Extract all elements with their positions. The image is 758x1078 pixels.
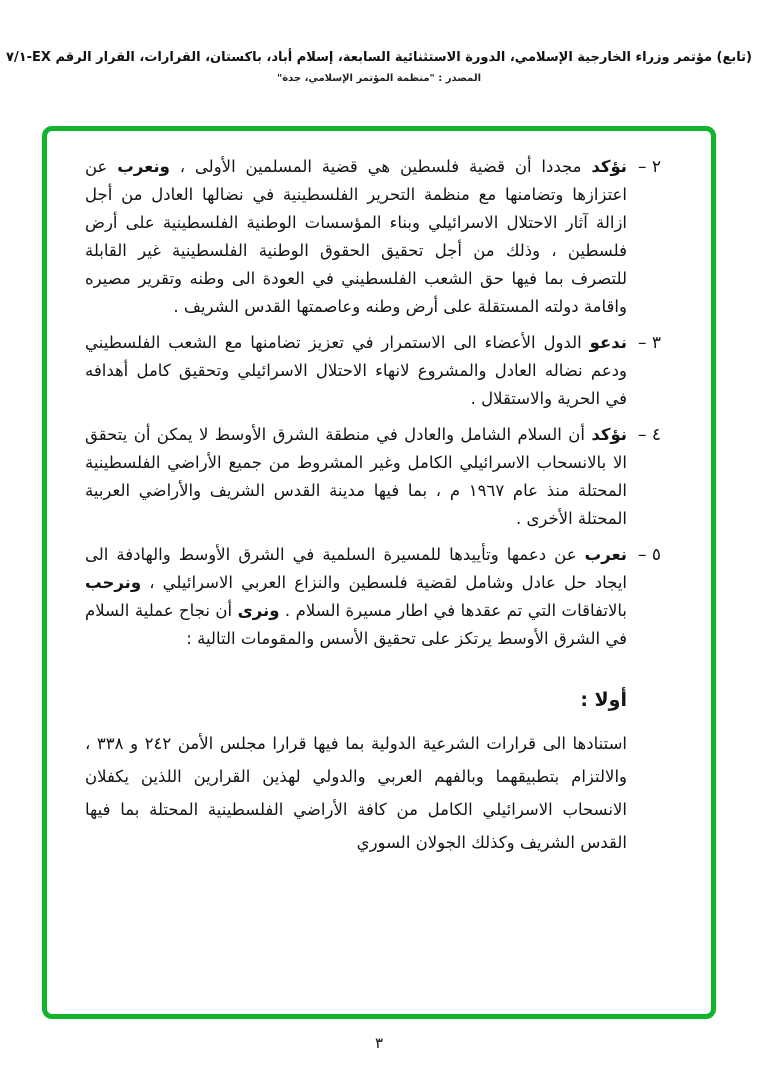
item-number: ٣ –: [637, 333, 661, 353]
section-paragraph: استنادها الى قرارات الشرعية الدولية بما فيها قرارا مجلس الأمن ٢٤٢ و ٣٣٨ ، والالتزام بتطبيقهما وبالفهم العربي والدولي لهذين القرارين اللذين يكفلان الانسحاب الاسرائيلي الكامل من كافة الأراضي الفلسطينية المحتلة بما فيها القدس الشريف وكذلك الجولان السوري: [85, 734, 628, 852]
item-text: نؤكد أن السلام الشامل والعادل في منطقة الشرق الأوسط لا يمكن أن يتحقق الا بالانسحاب الاسرائيلي الكامل وغير المشروط من جميع الأراضي الفلسطينية المحتلة منذ عام ١٩٦٧ م ، بما فيها مدينة القدس الشريف والأراضي العربية المحتلة الأخرى .: [85, 425, 628, 528]
header-title: (تابع) مؤتمر وزراء الخارجية الإسلامي، الدورة الاستثنائية السابعة، إسلام أباد، باكستان، القرارات، القرار الرقم EX-٧/١: [6, 50, 752, 65]
list-item: [85, 153, 661, 321]
item-text: نعرب عن دعمها وتأييدها للمسيرة السلمية في الشرق الأوسط والهادفة الى ايجاد حل عادل وشامل لقضية فلسطين والنزاع العربي الاسرائيلي ، ونرحب بالاتفاقات التي تم عقدها في اطار مسيرة السلام . ونرى أن نجاح عملية السلام في الشرق الأوسط يرتكز على تحقيق الأسس والمقومات التالية :: [85, 545, 627, 648]
list-item: [85, 329, 661, 413]
resolution-list: [85, 153, 661, 653]
list-item: [85, 541, 661, 653]
item-number: ٤ –: [637, 425, 661, 445]
document-header: [0, 50, 758, 84]
header-source: المصدر : "منظمة المؤتمر الإسلامي، جدة": [276, 73, 481, 84]
page-number: ٣: [374, 1034, 384, 1052]
document-body: [47, 131, 711, 1014]
item-number: ٥ –: [637, 545, 661, 565]
section-heading: أولا :: [580, 689, 627, 711]
item-number: ٢ –: [637, 157, 661, 177]
content-border-box: [42, 126, 716, 1019]
item-text: نؤكد مجددا أن قضية فلسطين هي قضية المسلمين الأولى ، ونعرب عن اعتزازها وتضامنها مع منظمة التحرير الفلسطينية في نضالها العادل من أجل ازالة آثار الاحتلال الاسرائيلي وبناء المؤسسات الوطنية الفلسطينية على أرض فلسطين ، وذلك من أجل تحقيق الحقوق الوطنية الفلسطينية غير القابلة للتصرف بما فيها حق الشعب الفلسطيني في العودة الى وطنه وتقرير مصيره واقامة دولته المستقلة على أرض وطنه وعاصمتها القدس الشريف .: [85, 157, 627, 316]
list-item: [85, 421, 661, 533]
item-text: ندعو الدول الأعضاء الى الاستمرار في تعزيز تضامنها مع الشعب الفلسطيني ودعم نضاله العادل والمشروع لانهاء الاحتلال الاسرائيلي وتحقيق كامل أهدافه في الحرية والاستقلال .: [85, 333, 627, 408]
